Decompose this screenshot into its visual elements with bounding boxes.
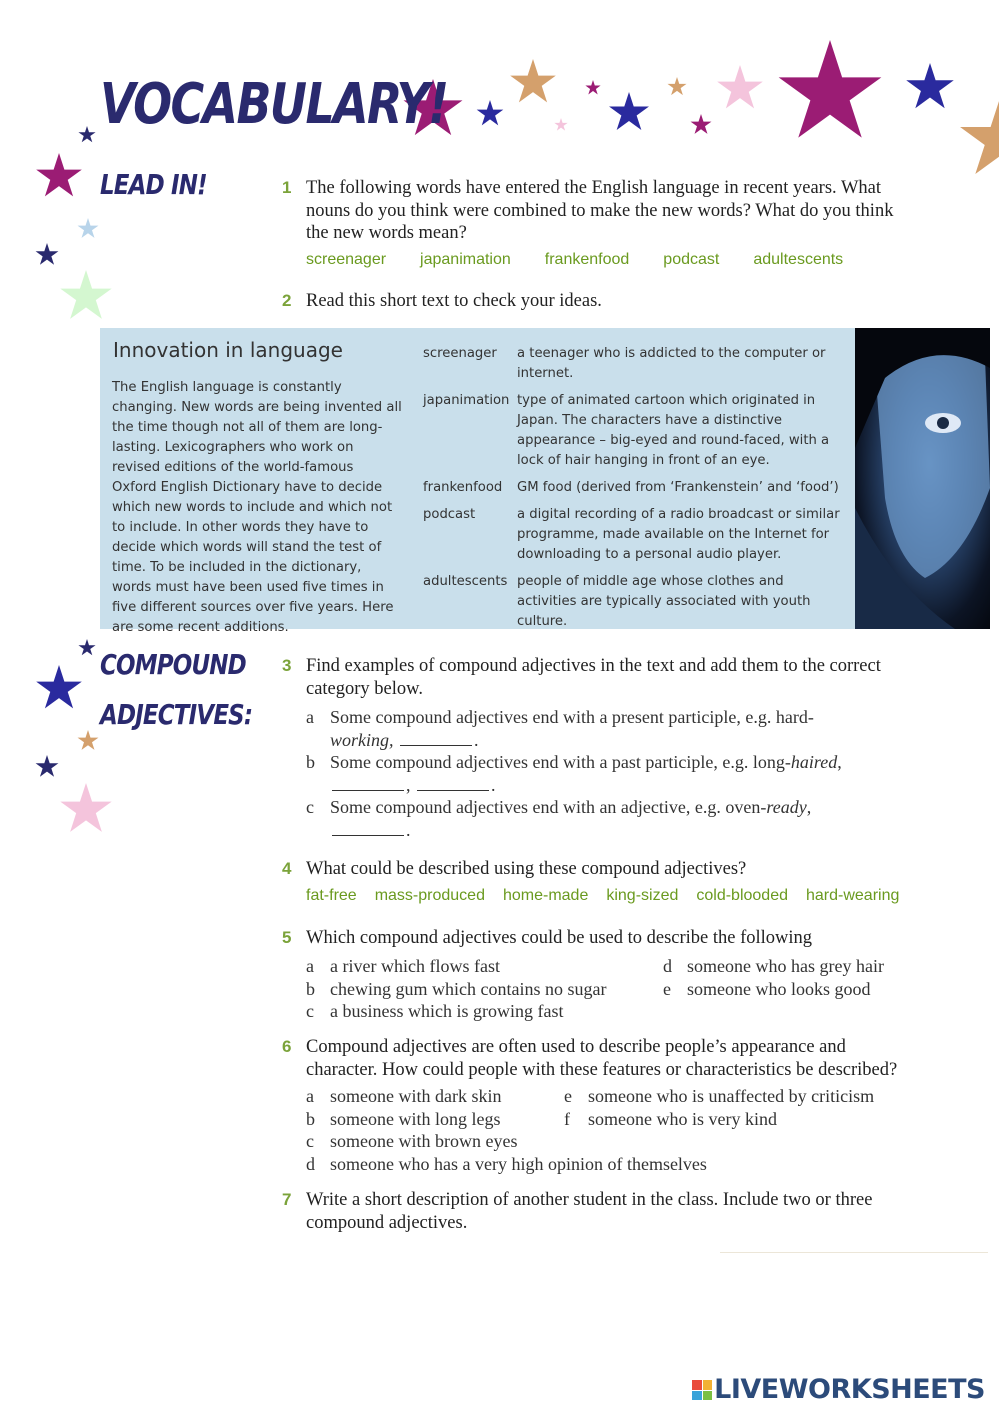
box-paragraph: The English language is constantly changing. New words are being invented all the time though not all of them are long-lasting. Lexicographers who work on revised editions of the world-famous Oxford English Dictionary have to decide which new words to include and which not to include. In other words they have to decide which words will stand the test of time. To be included in the dictionary, words must have been used five times in five different sources over five years. Here are some recent additions. — [112, 380, 402, 635]
q5-left-list — [306, 955, 656, 1023]
item-text: chewing gum which contains no sugar — [330, 978, 607, 999]
item-example: haired — [790, 752, 838, 772]
star-icon — [78, 126, 95, 142]
question-number: 6 — [282, 1037, 292, 1056]
item-letter: f — [564, 1108, 570, 1129]
word-chip: hard-wearing — [806, 887, 900, 904]
q3-categories — [306, 706, 906, 841]
item-body: Some compound adjectives end with an adjective, e.g. oven- — [330, 797, 767, 817]
glossary-entry — [423, 478, 843, 498]
glossary-entry — [423, 344, 843, 384]
item-punct: . — [491, 774, 496, 795]
word-chip: cold-blooded — [696, 887, 788, 904]
list-item — [663, 955, 923, 978]
word-chip: mass-produced — [374, 887, 485, 904]
box-heading: Innovation in language — [113, 338, 343, 362]
glossary-term: adultescents — [423, 574, 508, 589]
word-chip: adultescents — [753, 251, 844, 268]
item-text: someone with long legs — [330, 1108, 501, 1129]
glossary-definition: a teenager who is addicted to the computer or internet. — [517, 346, 826, 381]
glossary-definition: type of animated cartoon which originated in Japan. The characters have a distinctive appearance – big-eyed and round-faced, with a lock of hair hanging in front of an eye. — [517, 393, 830, 468]
section-lead-in: LEAD IN! — [100, 168, 207, 201]
list-item — [306, 1000, 656, 1023]
liveworksheets-brand[interactable]: LIVEWORKSHEETS — [714, 1374, 985, 1405]
question-4-text: What could be described using these compound adjectives? — [306, 859, 747, 879]
glossary-term: podcast — [423, 507, 476, 522]
question-number: 2 — [282, 291, 292, 310]
star-icon — [60, 270, 111, 319]
item-letter: b — [306, 978, 315, 999]
item-text: someone who has grey hair — [687, 956, 884, 976]
star-icon — [609, 92, 649, 130]
item-letter: b — [306, 1108, 315, 1129]
star-icon — [554, 118, 567, 131]
item-punct: . — [474, 729, 479, 750]
star-icon — [510, 59, 556, 102]
item-text: a river which flows fast — [330, 956, 500, 976]
star-icon — [36, 755, 59, 777]
star-icon — [477, 100, 504, 125]
item-letter: c — [306, 797, 314, 817]
item-letter: d — [663, 956, 672, 976]
q5-right-list — [663, 955, 923, 1000]
item-letter: b — [306, 752, 315, 772]
q6-right-list — [564, 1085, 924, 1130]
answer-blank[interactable] — [417, 789, 489, 791]
question-number: 4 — [282, 859, 292, 878]
word-chip: japanimation — [420, 251, 511, 268]
question-number: 5 — [282, 928, 292, 947]
glossary-entry — [423, 391, 843, 471]
item-text: someone who is very kind — [588, 1108, 777, 1129]
item-body: Some compound adjectives end with a past participle, e.g. long- — [330, 752, 791, 772]
item-punct: . — [406, 819, 411, 840]
star-icon — [779, 40, 882, 138]
question-2-text: Read this short text to check your ideas. — [306, 291, 602, 311]
question-number: 3 — [282, 656, 292, 675]
star-icon — [36, 153, 82, 196]
star-icon — [60, 783, 111, 832]
item-letter: e — [564, 1086, 572, 1106]
innovation-text-box — [100, 328, 855, 635]
item-letter: c — [306, 1001, 314, 1021]
star-icon — [691, 114, 712, 134]
item-text — [330, 706, 814, 751]
item-punct: , — [837, 752, 842, 772]
divider — [720, 1252, 988, 1253]
item-letter: a — [306, 707, 314, 727]
glossary-definition: GM food (derived from ‘Frankenstein’ and ‘food’) — [517, 480, 839, 495]
q4-word-list — [306, 887, 899, 905]
word-chip: king-sized — [606, 887, 679, 904]
list-item — [564, 1085, 924, 1108]
q1-word-list — [306, 251, 877, 269]
star-icon — [585, 80, 600, 94]
list-item — [663, 978, 923, 1001]
glossary-definition: people of middle age whose clothes and activities are typically associated with youth culture. — [517, 574, 811, 629]
glossary-term: japanimation — [423, 393, 510, 408]
star-icon — [78, 730, 99, 750]
glossary — [423, 344, 843, 639]
item-letter: a — [306, 956, 314, 976]
question-5-text: Which compound adjectives could be used to describe the following — [306, 928, 813, 948]
item-letter: d — [306, 1153, 315, 1174]
item-body: Some compound adjectives end with a present participle, e.g. hard- — [330, 707, 814, 727]
answer-blank[interactable] — [332, 789, 404, 791]
star-icon — [667, 77, 686, 95]
page-title: VOCABULARY! — [100, 72, 448, 137]
question-number: 1 — [282, 178, 292, 197]
item-text: a business which is growing fast — [330, 1001, 564, 1021]
glossary-term: frankenfood — [423, 480, 503, 495]
item-text: someone who looks good — [687, 978, 871, 999]
star-icon — [78, 639, 95, 655]
item-example: ready — [766, 797, 807, 817]
star-icon — [717, 65, 763, 108]
item-punct: , — [406, 774, 411, 795]
q3-item-b — [306, 751, 906, 796]
word-chip: fat-free — [306, 887, 357, 904]
item-text — [330, 796, 811, 841]
star-icon — [36, 665, 82, 708]
item-text: someone with dark skin — [330, 1086, 502, 1106]
list-item — [306, 1130, 786, 1153]
q3-item-a — [306, 706, 906, 751]
list-item — [306, 1153, 786, 1176]
star-icon — [906, 63, 954, 108]
answer-blank[interactable] — [332, 834, 404, 836]
item-text: someone with brown eyes — [330, 1131, 518, 1151]
question-3-text: Find examples of compound adjectives in the text and add them to the correct category below. — [306, 656, 881, 699]
anime-character-image — [855, 328, 990, 629]
item-text: someone who is unaffected by criticism — [588, 1086, 875, 1106]
word-chip: home-made — [502, 887, 589, 904]
list-item — [564, 1108, 924, 1131]
word-chip: podcast — [663, 251, 720, 268]
question-6-text: Compound adjectives are often used to describe people’s appearance and character. How could people with these features or characteristics be described? — [306, 1037, 898, 1080]
item-punct: , — [806, 797, 812, 817]
anime-face-illustration — [855, 328, 990, 629]
item-letter: a — [306, 1086, 314, 1106]
glossary-definition: a digital recording of a radio broadcast or similar programme, made available on the Internet for downloading to a personal audio player. — [517, 507, 840, 562]
star-icon — [78, 218, 99, 238]
question-number: 7 — [282, 1190, 292, 1209]
question-1-text: The following words have entered the English language in recent years. What nouns do you think were combined to make the new words? What do you think the new words mean? — [306, 178, 894, 243]
glossary-entry — [423, 572, 843, 632]
word-chip: screenager — [306, 251, 387, 268]
section-compound-line2: ADJECTIVES: — [100, 698, 253, 731]
liveworksheets-logo-icon — [692, 1380, 712, 1400]
item-letter: e — [663, 978, 671, 999]
star-icon — [36, 243, 59, 265]
item-text: someone who has a very high opinion of themselves — [330, 1153, 707, 1174]
answer-blank[interactable] — [400, 744, 472, 746]
star-icon — [960, 98, 999, 174]
question-7-text: Write a short description of another student in the class. Include two or three compound adjectives. — [306, 1190, 873, 1233]
word-chip: frankenfood — [544, 251, 630, 268]
item-example: working, — [330, 729, 394, 750]
section-compound-line1: COMPOUND — [100, 648, 246, 681]
list-item — [306, 978, 656, 1001]
glossary-term: screenager — [423, 346, 497, 361]
item-letter: c — [306, 1131, 314, 1151]
item-text — [330, 751, 842, 796]
q3-item-c — [306, 796, 906, 841]
list-item — [306, 955, 656, 978]
glossary-entry — [423, 505, 843, 565]
